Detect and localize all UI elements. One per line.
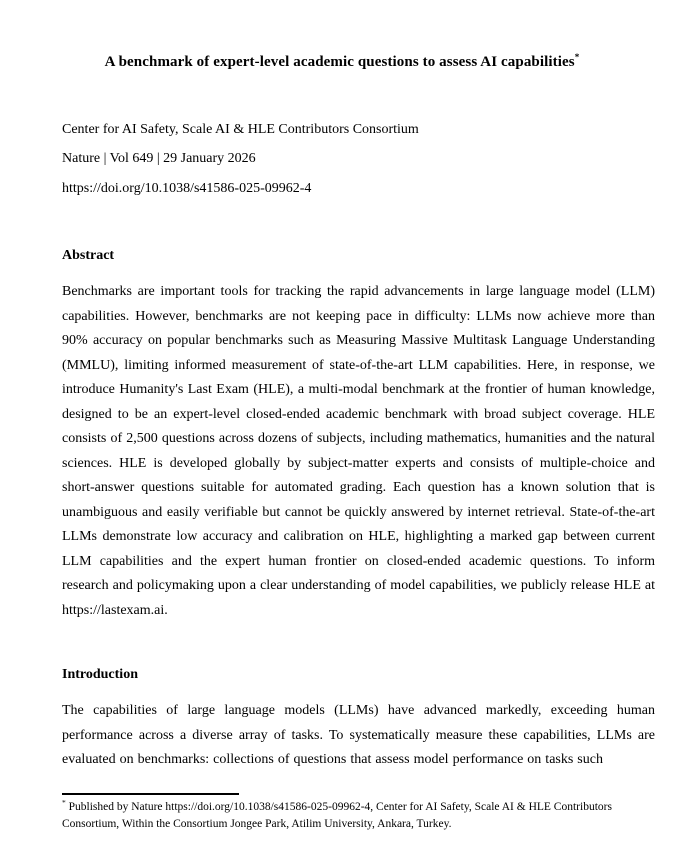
footnote-text: Published by Nature https://doi.org/10.1038/s41586-025-09962-4, Center for AI Safety, Scale AI & HLE Contributors Consortium, Within the Consortium Jongee Park, Atilim University, Ankara, Turkey. (62, 800, 612, 830)
introduction-heading: Introduction (62, 667, 138, 682)
abstract-heading: Abstract (62, 248, 115, 263)
abstract-paragraph: Benchmarks are important tools for tracking the rapid advancements in large language model (LLM) capabilities. However, benchmarks are not keeping pace in difficulty: LLMs now achieve more than 90% accuracy on popular benchmarks such as Measuring Massive Multitask Language Understanding (MMLU), limiting informed measurement of state-of-the-art LLM capabilities. Here, in response, we introduce Humanity's Last Exam (HLE), a multi-modal benchmark at the frontier of human knowledge, designed to be an expert-level closed-ended academic benchmark with broad subject coverage. HLE consists of 2,500 questions across dozens of subjects, including mathematics, humanities and the natural sciences. HLE is developed globally by subject-matter experts and consists of multiple-choice and short-answer questions suitable for automated grading. Each question has a known solution that is unambiguous and easily verifiable but cannot be quickly answered by internet retrieval. State-of-the-art LLMs demonstrate low accuracy and calibration on HLE, highlighting a marked gap between current LLM capabilities and the expert human frontier on closed-ended academic questions. To inform research and policymaking upon a clear understanding of model capabilities, we publicly release HLE at https://lastexam.ai. (62, 284, 655, 618)
footnote (62, 799, 655, 833)
journal-volume-date-line: Nature | Vol 649 | 29 January 2026 (62, 151, 256, 166)
doi-link: https://doi.org/10.1038/s41586-025-09962-4 (62, 181, 312, 196)
footnote-marker: * (62, 797, 66, 807)
paper-title (62, 0, 622, 73)
author-line: Center for AI Safety, Scale AI & HLE Contributors Consortium (62, 122, 419, 137)
paper-title-text: A benchmark of expert-level academic questions to assess AI capabilities (104, 54, 575, 70)
title-footnote-marker: * (574, 52, 580, 62)
introduction-paragraph: The capabilities of large language models (LLMs) have advanced markedly, exceeding human performance across a diverse array of tasks. To systematically measure these capabilities, LLMs are evaluated on benchmarks: collections of questions that assess model performance on tasks such (62, 703, 655, 767)
footnote-divider (62, 793, 239, 795)
